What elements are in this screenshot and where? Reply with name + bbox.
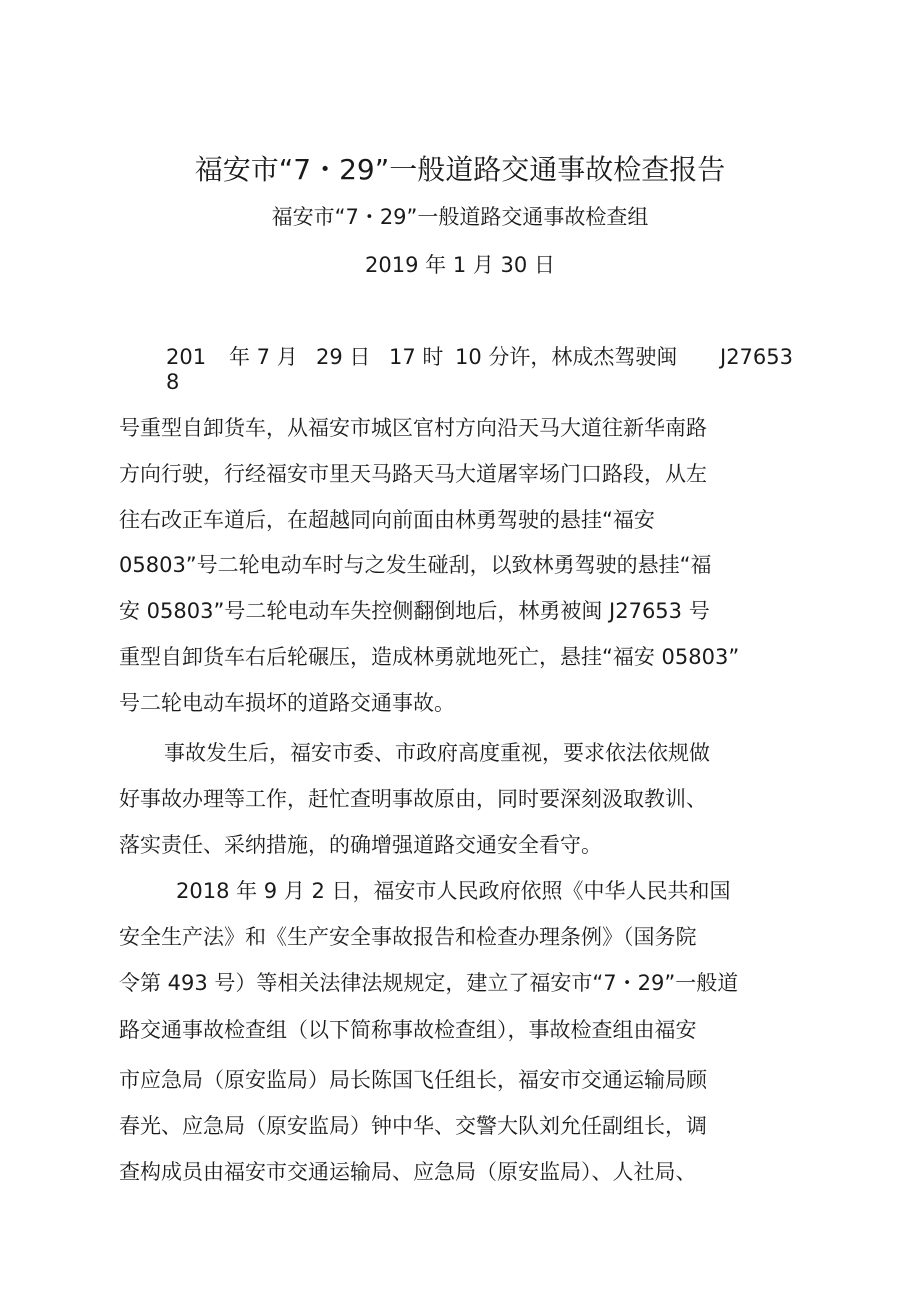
document-title: 福安市“7・29”一般道路交通事故检查报告 [194,153,726,186]
body-line: 落实责任、采纳措施，的确增强道路交通安全看守。 [119,833,602,857]
first-line-fragment: J27653 [720,345,793,369]
document-subtitle: 福安市“7・29”一般道路交通事故检查组 [271,205,649,229]
body-line: 号重型自卸货车，从福安市城区官村方向沿天马大道往新华南路 [119,416,707,440]
body-line: 好事故办理等工作，赶忙查明事故原由，同时要深刻汲取教训、 [119,787,707,811]
first-line-fragment: 年 7 月 [229,345,298,369]
body-line: 2018 年 9 月 2 日，福安市人民政府依照《中华人民共和国 [176,879,731,903]
body-line: 安全生产法》和《生产安全事故报告和检查办理条例》（国务院 [119,925,697,949]
body-line: 春光、应急局（原安监局）钟中华、交警大队刘允任副组长，调 [119,1114,707,1138]
body-line: 查构成员由福安市交通运输局、应急局（原安监局）、人社局、 [119,1160,697,1184]
body-line: 市应急局（原安监局）局长陈国飞任组长，福安市交通运输局顾 [119,1068,707,1092]
body-line: 往右改正车道后，在超越同向前面由林勇驾驶的悬挂“福安 [119,508,655,532]
body-line: 令第 493 号）等相关法律法规规定，建立了福安市“7・29”一般道 [119,971,739,995]
body-line: 事故发生后，福安市委、市政府高度重视，要求依法依规做 [164,741,710,765]
first-line-fragment: 29 日 [316,345,371,369]
first-line-fragment: 8 [166,370,180,394]
first-line-fragment: 201 [166,345,207,369]
body-line: 方向行驶，行经福安市里天马路天马大道屠宰场门口路段，从左 [119,462,707,486]
first-line-fragment: 10 分许，林成杰驾驶闽 [455,345,678,369]
body-line: 重型自卸货车右后轮碾压，造成林勇就地死亡，悬挂“福安 05803” [119,645,740,669]
body-line: 安 05803”号二轮电动车失控侧翻倒地后，林勇被闽 J27653 号 [119,599,710,623]
first-line-fragment: 17 时 [389,345,444,369]
body-line: 号二轮电动车损坏的道路交通事故。 [119,691,455,715]
document-date: 2019 年 1 月 30 日 [365,253,555,277]
body-line: 路交通事故检查组（以下简称事故检查组），事故检查组由福安 [119,1018,697,1042]
body-line: 05803”号二轮电动车时与之发生碰刮，以致林勇驾驶的悬挂“福 [119,553,712,577]
